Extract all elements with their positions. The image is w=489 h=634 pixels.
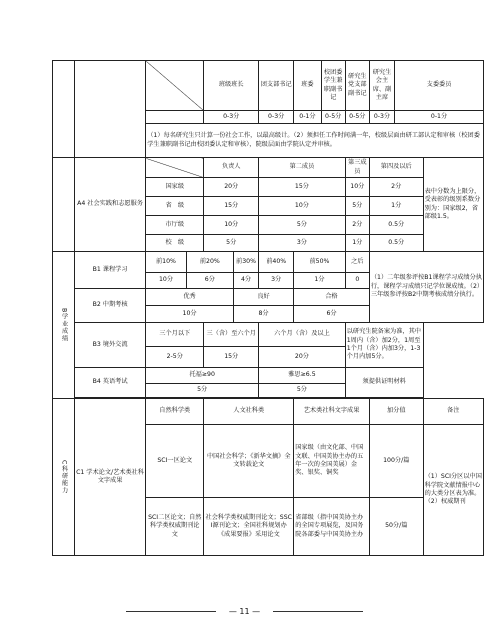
b2-score: 6分	[294, 306, 370, 323]
position-score: 0-3分	[259, 111, 294, 124]
position-score: 0-1分	[395, 111, 484, 124]
a4-score: 3分	[259, 235, 346, 252]
position-score: 0-1分	[294, 111, 321, 124]
b2-score: 10分	[146, 306, 234, 323]
b3-score: 20分	[259, 347, 346, 368]
positions-note: （1）每名研究生只计算一份社会工作，以最高级计。（2）须担任工作时间满一年，校级层面由研工部认定和审核（校团委学生兼职副书记由校团委认定和审核），院级层面由学院认定并审核。	[146, 124, 484, 158]
b2-grade: 良好	[233, 289, 293, 306]
a4-score: 2分	[345, 216, 369, 235]
positions-score-corner	[146, 111, 204, 124]
positions-corner-cell	[146, 61, 204, 111]
position-score: 0-5分	[321, 111, 345, 124]
position-header: 班委	[294, 61, 321, 111]
c1-header: 自然科学类	[146, 399, 204, 425]
a4-level-name: 市厅级	[146, 216, 204, 235]
a4-level-name: 校 级	[146, 235, 204, 252]
blank-label-cell	[74, 61, 145, 158]
b1-label: B1 课程学习	[74, 252, 145, 289]
a4-score: 20分	[204, 178, 259, 197]
page-number-value: 11	[239, 607, 250, 616]
footer-rule-left	[126, 611, 216, 612]
c1-label: C1 学术论文/艺术类社科文字成果	[74, 399, 145, 556]
c1-humanities-cell: 中国社会科学；《新华文摘》全文转载论文	[204, 425, 294, 498]
b2-score: 8分	[233, 306, 293, 323]
c1-header: 加分值	[369, 399, 423, 425]
position-header: 班级班长	[204, 61, 259, 111]
page-number: — 11 —	[228, 607, 261, 616]
b3-duration: 三个月以下	[146, 323, 204, 347]
a4-corner-cell	[146, 158, 204, 178]
position-header: 支委委员	[395, 61, 484, 111]
position-header: 研究生党支部副书记	[345, 61, 369, 111]
position-score: 0-5分	[345, 111, 369, 124]
a4-score: 15分	[204, 197, 259, 216]
a4-score: 10分	[259, 197, 346, 216]
b2-grade: 优秀	[146, 289, 234, 306]
b1-score: 0	[345, 273, 369, 289]
b4-test: 雅思≥6.5	[259, 368, 346, 384]
a4-col-header: 负责人	[204, 158, 259, 178]
c1-arts-cell: 省部级（指中国美协主办的全国专项展览，及国务院各部委与中国美协主办	[294, 498, 370, 556]
scoring-table	[52, 60, 484, 556]
a4-col-header: 第二成员	[259, 158, 346, 178]
a4-side-note: 表中分数为上限分，受表彰的级别系数分别为：国家级2，省部级1.5。	[423, 158, 483, 252]
positions-header-row	[53, 61, 484, 111]
b-rule-note: （1）二年级参评按B1课程学习成绩分执行，课程学习成绩只记学位课成绩。（2）三年级参评按B2中期考核成绩分执行。	[369, 252, 483, 323]
b1-rank: 之后	[345, 252, 369, 273]
b1-rank: 前50%	[294, 252, 346, 273]
b4-test-row	[53, 368, 484, 384]
b1-score: 1分	[294, 273, 346, 289]
a4-score: 0.5分	[369, 235, 423, 252]
page-footer	[0, 607, 489, 616]
c1-natural-cell: SCI二区论文；自然科学类权威期刊论文	[146, 498, 204, 556]
c1-header: 备注	[423, 399, 483, 425]
a4-score: 1分	[369, 197, 423, 216]
a4-score: 5分	[204, 235, 259, 252]
b4-test: 托福≥90	[146, 368, 259, 384]
b4-label: B4 英语考试	[74, 368, 145, 398]
c1-humanities-cell: 社会科学类权威期刊论文；SSCI源刊论文；全国社科规划办《成果要报》采用论文	[204, 498, 294, 556]
c1-points-cell: 100分/篇	[369, 425, 423, 498]
c1-arts-cell: 国家级（由文化部、中国文联、中国美协主办的五年一次的全国美展）金奖、银奖、铜奖	[294, 425, 370, 498]
category-c: C科研能力	[53, 399, 75, 556]
b1-score: 4分	[233, 273, 258, 289]
c1-remark: （1）SCI分区以中国科学院文献情报中心的大类分区表为准。（2）权威期刊	[423, 425, 483, 556]
b4-score: 5分	[146, 384, 259, 398]
position-score: 0-3分	[204, 111, 259, 124]
b1-rank: 前30%	[233, 252, 258, 273]
a4-score: 10分	[345, 178, 369, 197]
a4-score: 0.5分	[369, 216, 423, 235]
b2-label: B2 中期考核	[74, 289, 145, 323]
b1-rank: 前40%	[259, 252, 294, 273]
b1-rank: 前10%	[146, 252, 187, 273]
b4-score: 5分	[259, 384, 346, 398]
a4-score: 15分	[259, 178, 346, 197]
b3-duration: 三（含）至六个月	[204, 323, 259, 347]
b2-grade: 合格	[294, 289, 370, 306]
position-header: 研究生会主席、副主席	[369, 61, 394, 111]
c1-header-row	[53, 399, 484, 425]
a4-level-name: 省 级	[146, 197, 204, 216]
position-score: 0-3分	[369, 111, 394, 124]
blank-category-cell	[53, 158, 75, 252]
a4-col-header: 第四及以后	[369, 158, 423, 178]
b1-rank-row	[53, 252, 484, 273]
b4-note: 须提供证明材料	[345, 368, 423, 398]
category-b: B学业成绩	[53, 252, 75, 399]
position-header: 校团委学生兼职副书记	[321, 61, 345, 111]
b1-score: 10分	[146, 273, 187, 289]
c1-natural-cell: SCI一区论文	[146, 425, 204, 498]
blank-category-cell	[53, 61, 75, 158]
b1-score: 6分	[186, 273, 233, 289]
a4-score: 5分	[345, 197, 369, 216]
a4-score: 10分	[204, 216, 259, 235]
footer-rule-right	[273, 611, 363, 612]
b3-label: B3 境外交流	[74, 323, 145, 368]
a4-col-header: 第三成员	[345, 158, 369, 178]
b3-note: 以研究生院备案为准，其中1周内（含）加2分，1周至1个月（含）内加3分，1-3个月内加5分。	[345, 323, 423, 368]
c1-points-cell: 50分/篇	[369, 498, 423, 556]
b1-score: 3分	[259, 273, 294, 289]
a4-score: 2分	[369, 178, 423, 197]
b3-duration: 六个月（含）及以上	[259, 323, 346, 347]
b3-score: 2-5分	[146, 347, 204, 368]
c1-header: 艺术类社科文字成果	[294, 399, 370, 425]
a4-label: A4 社会实践和志愿服务	[74, 158, 145, 252]
a4-score: 1分	[345, 235, 369, 252]
a4-score: 5分	[259, 216, 346, 235]
c1-header: 人文社科类	[204, 399, 294, 425]
a4-header-row	[53, 158, 484, 178]
position-header: 团支部书记	[259, 61, 294, 111]
b3-duration-row	[53, 323, 484, 347]
b3-score: 15分	[204, 347, 259, 368]
a4-level-name: 国家级	[146, 178, 204, 197]
b1-rank: 前20%	[186, 252, 233, 273]
